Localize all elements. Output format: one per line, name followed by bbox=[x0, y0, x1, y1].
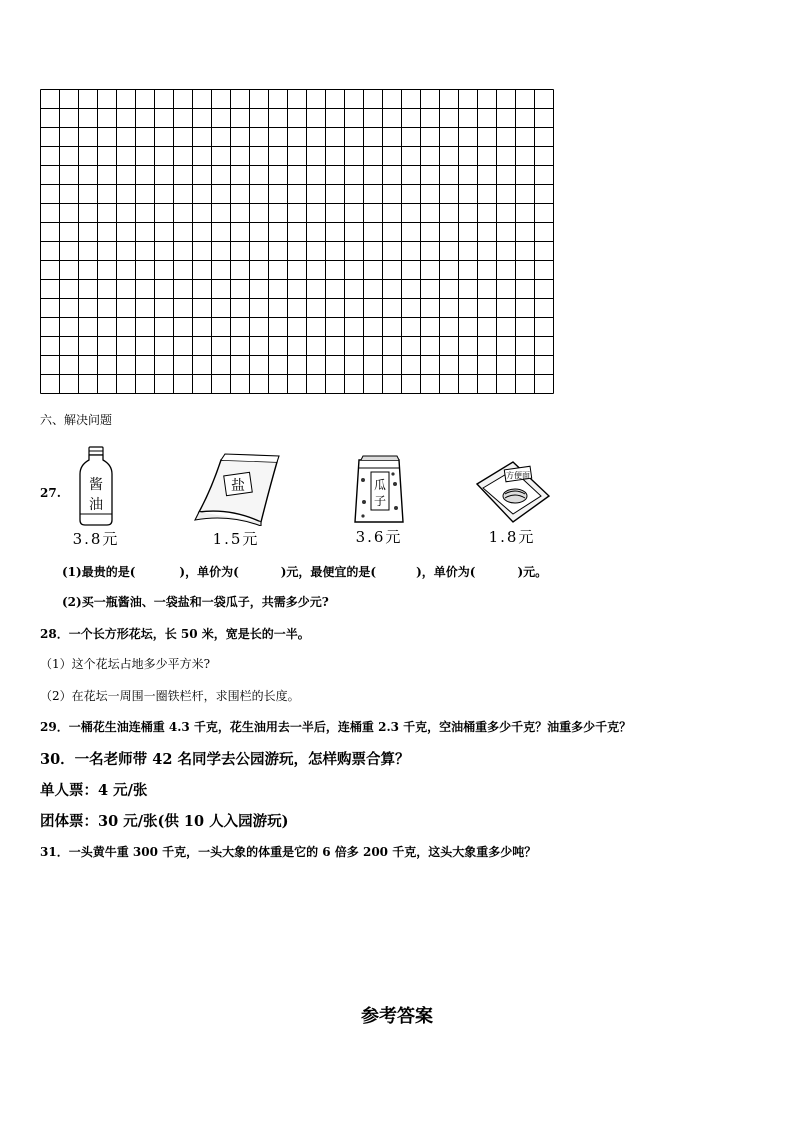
melon-seeds-label-bottom: 子 bbox=[373, 494, 387, 508]
instant-noodles-bag-icon bbox=[473, 458, 551, 524]
question-30: 30．一名老师带 42 名同学去公园游玩，怎样购票合算？ bbox=[40, 751, 410, 768]
question-28-part-2: （2）在花坛一周围一圈铁栏杆，求围栏的长度。 bbox=[40, 689, 300, 703]
soy-sauce-bottle-icon bbox=[76, 446, 116, 526]
question-31: 31．一头黄牛重 300 千克，一头大象的体重是它的 6 倍多 200 千克，这头大象重多少吨？ bbox=[40, 845, 537, 859]
instant-noodles-label: 方便面 bbox=[506, 471, 530, 480]
question-29: 29．一桶花生油连桶重 4.3 千克，花生油用去一半后，连桶重 2.3 千克，空油桶重多少千克？油重多少千克？ bbox=[40, 720, 632, 734]
price-melon-seeds: 3.6元 bbox=[355, 528, 403, 546]
product-instant-noodles bbox=[470, 458, 554, 547]
melon-seeds-bag-icon bbox=[351, 454, 407, 524]
salt-label: 盐 bbox=[231, 478, 245, 494]
question-27-part-1 bbox=[62, 563, 547, 580]
product-salt bbox=[188, 450, 284, 549]
question-28: 28．一个长方形花坛，长 50 米，宽是长的一半。 bbox=[40, 627, 310, 641]
section-heading: 六、解决问题 bbox=[40, 413, 113, 427]
salt-bag-icon bbox=[191, 450, 281, 526]
question-27-part-2: (2)买一瓶酱油、一袋盐和一袋瓜子，共需多少元? bbox=[62, 595, 329, 609]
price-soy-sauce: 3.8元 bbox=[72, 530, 120, 548]
price-salt: 1.5元 bbox=[212, 530, 260, 548]
single-ticket-price: 单人票：4 元/张 bbox=[40, 782, 148, 799]
question-28-part-1: （1）这个花坛占地多少平方米? bbox=[40, 657, 211, 671]
product-melon-seeds bbox=[346, 454, 412, 547]
question-27-number: 27. bbox=[40, 486, 61, 500]
soy-sauce-label-bottom: 油 bbox=[89, 497, 103, 513]
answer-section-title: 参考答案 bbox=[361, 1006, 433, 1027]
product-soy-sauce bbox=[66, 446, 126, 549]
part1-text-e: )元。 bbox=[517, 565, 548, 579]
part1-text-c: )元，最便宜的是( bbox=[280, 565, 377, 579]
group-ticket-price: 团体票：30 元/张(供 10 人入园游玩) bbox=[40, 813, 289, 830]
soy-sauce-label-top: 酱 bbox=[89, 477, 103, 493]
price-instant-noodles: 1.8元 bbox=[488, 528, 536, 546]
part1-text-a: (1)最贵的是( bbox=[62, 565, 136, 579]
melon-seeds-label-top: 瓜 bbox=[373, 478, 387, 492]
part1-text-b: )，单价为( bbox=[179, 565, 239, 579]
part1-text-d: )，单价为( bbox=[416, 565, 476, 579]
grid-paper bbox=[40, 89, 556, 396]
